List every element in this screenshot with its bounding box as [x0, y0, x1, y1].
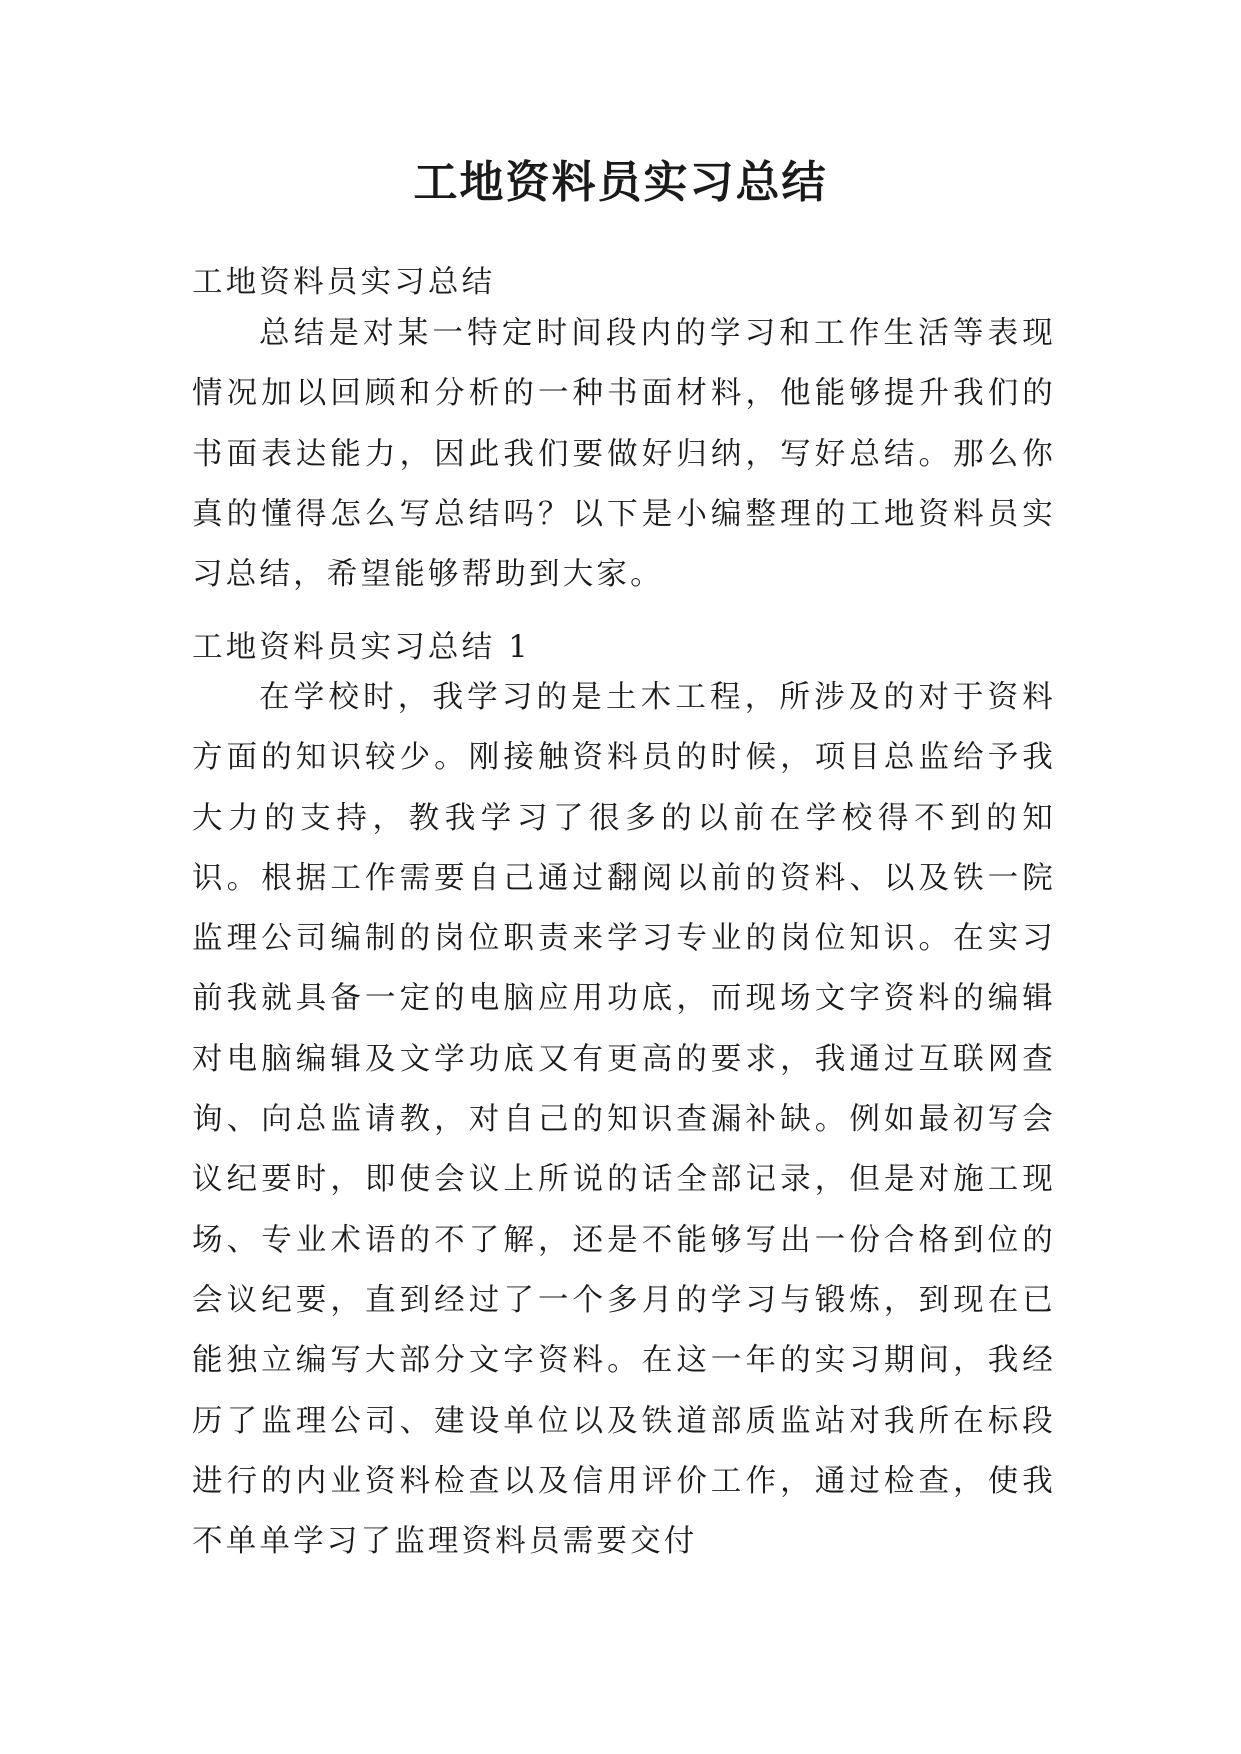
section-1-heading: 工地资料员实习总结 1: [192, 630, 531, 665]
document-title: 工地资料员实习总结: [413, 157, 828, 208]
intro-paragraph: 总结是对某一特定时间段内的学习和工作生活等表现情况加以回顾和分析的一种书面材料，他能够提升我们的书面表达能力，因此我们要做好归纳，写好总结。那么你真的懂得怎么写总结吗？以下是小编整理的工地资料员实习总结，希望能够帮助到大家。: [192, 316, 1056, 593]
section-1-paragraph: 在学校时，我学习的是土木工程，所涉及的对于资料方面的知识较少。刚接触资料员的时候，项目总监给予我大力的支持，教我学习了很多的以前在学校得不到的知识。根据工作需要自己通过翻阅以前的资料、以及铁一院监理公司编制的岗位职责来学习专业的岗位知识。在实习前我就具备一定的电脑应用功底，而现场文字资料的编辑对电脑编辑及文学功底又有更高的要求，我通过互联网查询、向总监请教，对自己的知识查漏补缺。例如最初写会议纪要时，即使会议上所说的话全部记录，但是对施工现场、专业术语的不了解，还是不能够写出一份合格到位的会议纪要，直到经过了一个多月的学习与锻炼，到现在已能独立编写大部分文字资料。在这一年的实习期间，我经历了监理公司、建设单位以及铁道部质监站对我所在标段进行的内业资料检查以及信用评价工作，通过检查，使我不单单学习了监理资料员需要交付: [192, 680, 1056, 1560]
document-subtitle: 工地资料员实习总结: [192, 265, 496, 300]
